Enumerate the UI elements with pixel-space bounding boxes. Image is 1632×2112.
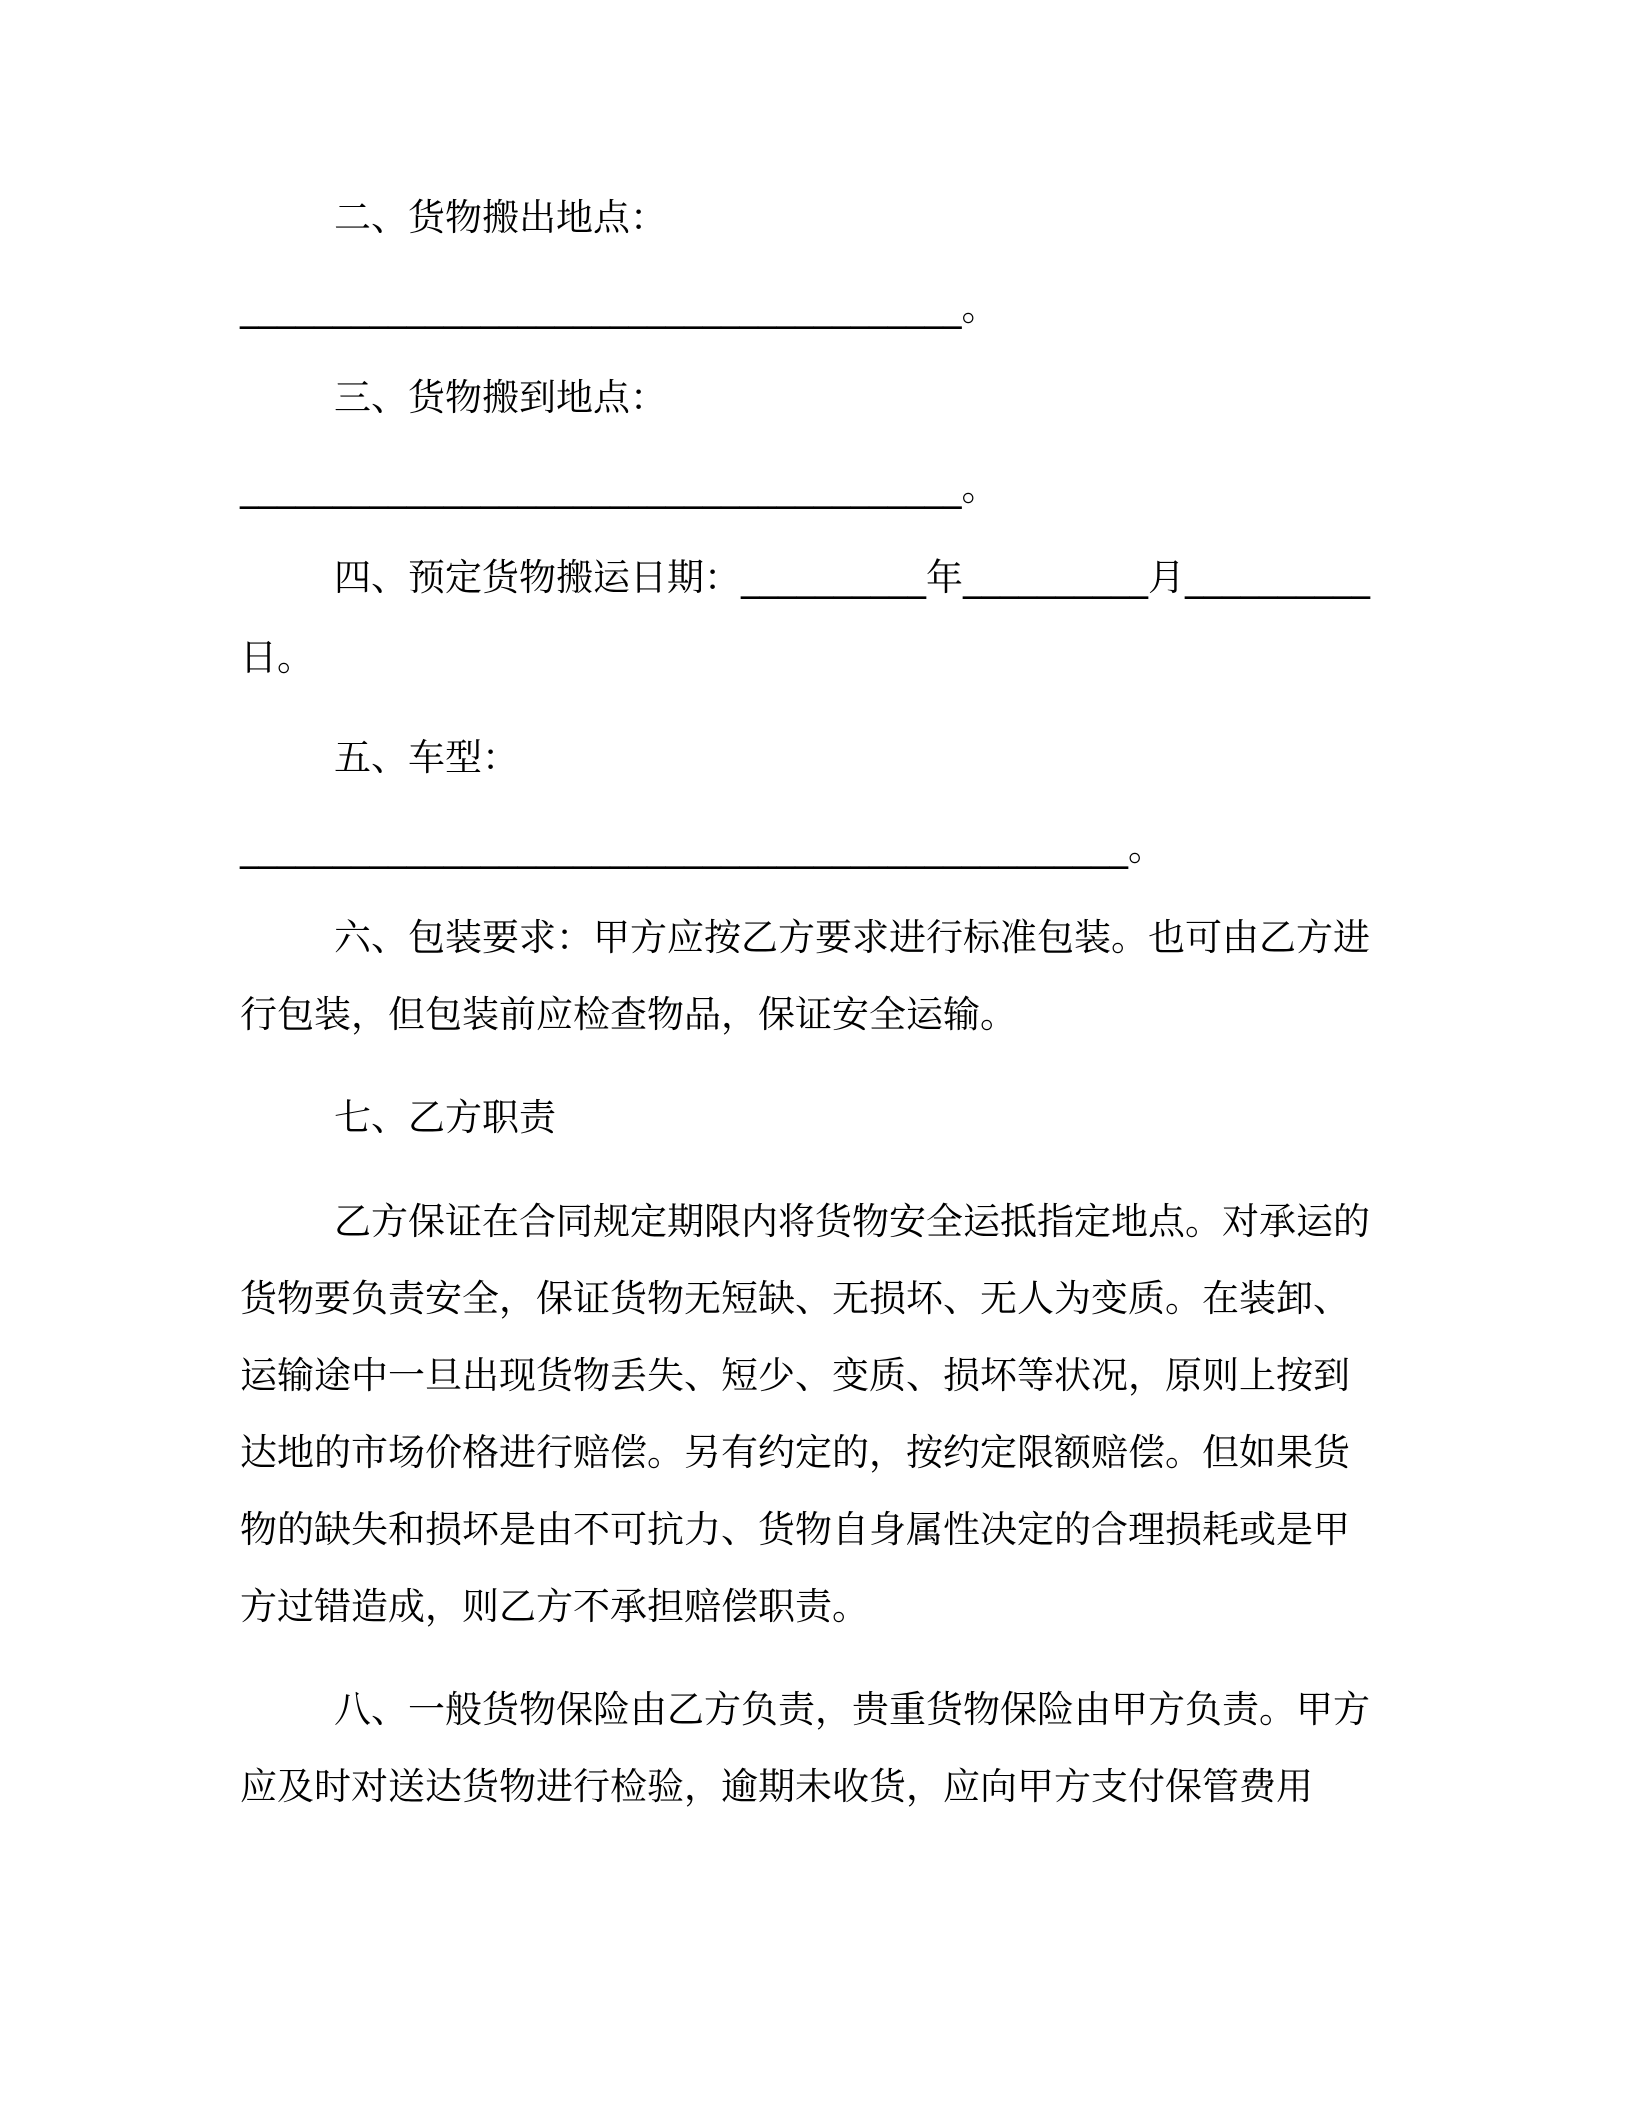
section-7-paragraph-line-2: 货物要负责安全，保证货物无短缺、无损坏、无人为变质。在装卸、 xyxy=(240,1277,1350,1320)
section-2-heading: 二、货物搬出地点： xyxy=(334,196,667,239)
section-6-paragraph-line-1: 六、包装要求：甲方应按乙方要求进行标准包装。也可由乙方进 xyxy=(334,916,1370,959)
section-8-paragraph-line-2: 应及时对送达货物进行检验，逾期未收货，应向甲方支付保管费用 xyxy=(240,1765,1313,1808)
section-4-date-end: 日。 xyxy=(240,636,314,679)
section-7-heading: 七、乙方职责 xyxy=(334,1096,556,1139)
section-2-blank-line: _______________________________________。 xyxy=(240,286,999,329)
section-7-paragraph-line-5: 物的缺失和损坏是由不可抗力、货物自身属性决定的合理损耗或是甲 xyxy=(240,1508,1350,1551)
section-8-paragraph-line-1: 八、一般货物保险由乙方负责，贵重货物保险由甲方负责。甲方 xyxy=(334,1688,1370,1731)
section-7-paragraph-line-6: 方过错造成，则乙方不承担赔偿职责。 xyxy=(240,1585,869,1628)
section-7-paragraph-line-1: 乙方保证在合同规定期限内将货物安全运抵指定地点。对承运的 xyxy=(334,1200,1370,1243)
section-3-blank-line: _______________________________________。 xyxy=(240,466,999,509)
section-5-heading: 五、车型： xyxy=(334,736,519,779)
section-7-paragraph-line-4: 达地的市场价格进行赔偿。另有约定的，按约定限额赔偿。但如果货 xyxy=(240,1431,1350,1474)
section-4-date-line: 四、预定货物搬运日期：__________年__________月__________ xyxy=(334,556,1370,599)
section-3-heading: 三、货物搬到地点： xyxy=(334,376,667,419)
section-7-paragraph-line-3: 运输途中一旦出现货物丢失、短少、变质、损坏等状况，原则上按到 xyxy=(240,1354,1350,1397)
section-5-blank-line: ________________________________________________。 xyxy=(240,826,1165,869)
section-6-paragraph-line-2: 行包装，但包装前应检查物品，保证安全运输。 xyxy=(240,993,1017,1036)
